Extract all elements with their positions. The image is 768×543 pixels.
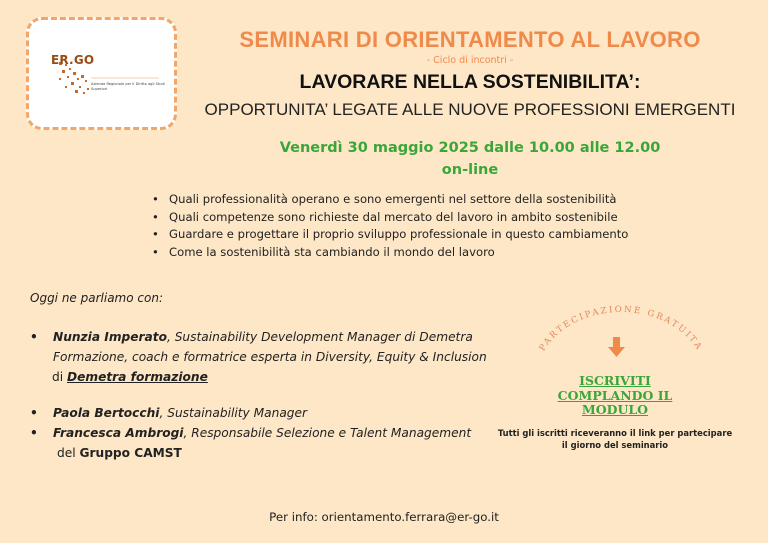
footer-contact[interactable]: Per info: orientamento.ferrara@er-go.it	[269, 510, 499, 524]
logo-wordmark: ER.GO	[51, 53, 95, 67]
speaker-name: Paola Bertocchi	[53, 406, 160, 420]
logo-dots-graphic	[29, 20, 174, 127]
topics-list	[150, 191, 628, 261]
speaker-org: Gruppo CAMST	[79, 446, 182, 460]
event-mode: on-line	[441, 162, 499, 178]
speaker-role: , Sustainability Manager	[159, 406, 308, 420]
series-title: SEMINARI DI ORIENTAMENTO AL LAVORO	[239, 27, 701, 52]
bullet-icon: •	[30, 330, 38, 344]
bullet-icon: •	[30, 426, 38, 440]
speaker-name: Francesca Ambrogi	[53, 426, 184, 440]
page-title: LAVORARE NELLA SOSTENIBILITA’:	[299, 71, 641, 93]
speaker-org-prefix: di	[52, 370, 67, 384]
event-date: Venerdì 30 maggio 2025 dalle 10.00 alle 12.00	[279, 140, 661, 156]
topic-item: • Come la sostenibilità sta cambiando il mondo del lavoro	[150, 244, 628, 262]
topic-item: • Quali professionalità operano e sono emergenti nel settore della sostenibilità	[150, 191, 628, 209]
speaker-org-prefix: del	[57, 446, 80, 460]
speaker-item	[30, 327, 487, 387]
logo-card	[26, 17, 177, 130]
logo-tagline: Azienda Regionale per il Diritto agli Studi Superiori	[91, 82, 165, 91]
speaker-item	[30, 403, 307, 423]
speakers-intro: Oggi ne parliamo con:	[30, 291, 163, 305]
arrow-down-icon	[608, 337, 625, 357]
cta-line: ISCRIVITI	[579, 373, 651, 388]
series-subtitle: - Ciclo di incontri -	[426, 55, 514, 66]
speaker-org-link[interactable]: Demetra formazione	[67, 370, 208, 384]
badge-arc-text: PARTECIPAZIONE GRATUITA	[537, 305, 705, 354]
speaker-role: , Responsabile Selezione e Talent Management	[183, 426, 472, 440]
speaker-item	[30, 423, 471, 463]
bullet-icon: •	[30, 406, 38, 420]
page-subtitle: OPPORTUNITA’ LEGATE ALLE NUOVE PROFESSIONI EMERGENTI	[204, 100, 736, 119]
register-form-link[interactable]	[545, 374, 685, 418]
cta-line: MODULO	[581, 402, 649, 417]
speaker-name: Nunzia Imperato	[53, 330, 167, 344]
cta-line: COMPLANDO IL	[557, 387, 673, 403]
topic-item: • Quali competenze sono richieste dal mercato del lavoro in ambito sostenibile	[150, 209, 628, 227]
speaker-role: , Sustainability Development Manager di Demetra	[166, 330, 473, 344]
topic-item: • Guardare e progettare il proprio sviluppo professionale in questo cambiamento	[150, 226, 628, 244]
note-line: Tutti gli iscritti riceveranno il link per partecipare	[497, 428, 733, 438]
registration-note	[495, 428, 735, 451]
note-line: il giorno del seminario	[561, 439, 669, 450]
speaker-role-continued: Formazione, coach e formatrice esperta in Diversity, Equity & Inclusion	[53, 350, 487, 364]
